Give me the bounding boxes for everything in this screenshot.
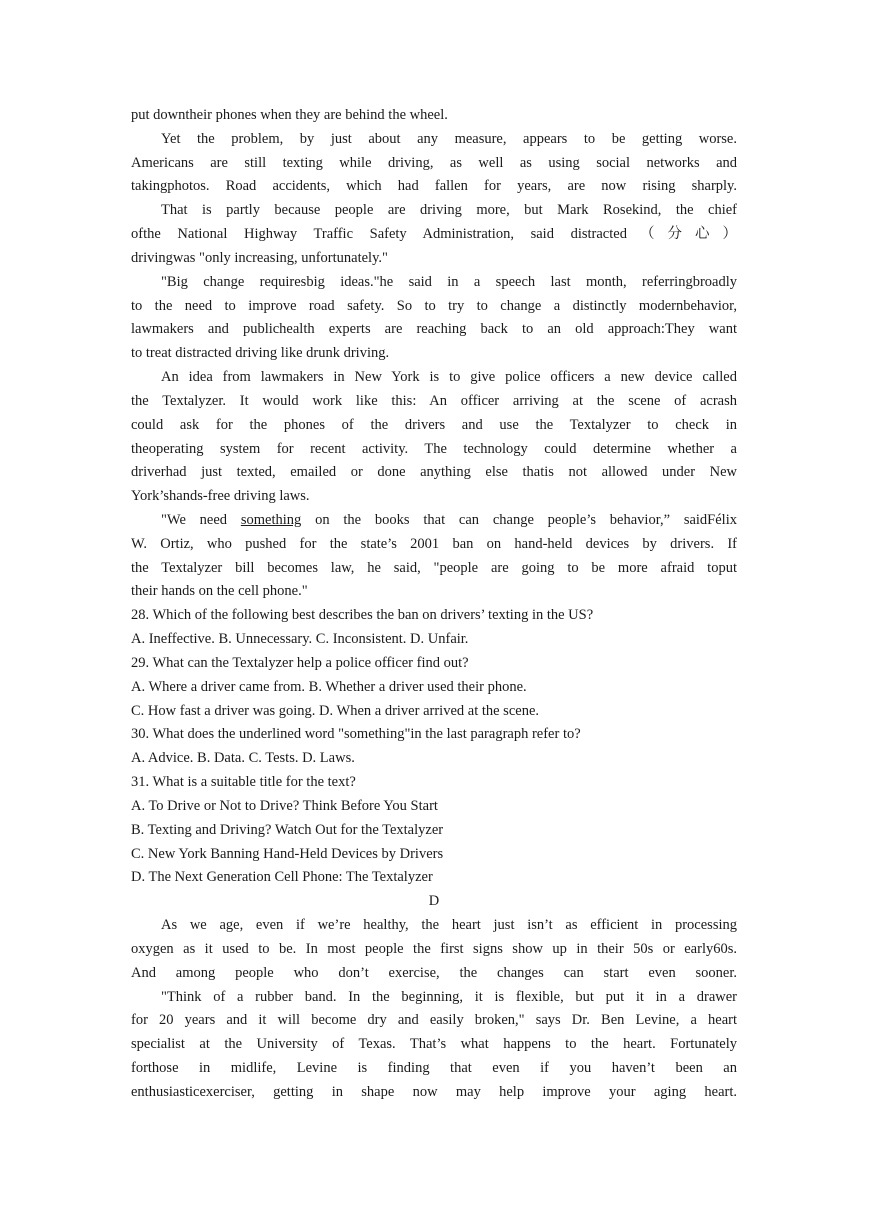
question-31-option-a: A. To Drive or Not to Drive? Think Before You Start [131,798,438,814]
question-31-option-d: D. The Next Generation Cell Phone: The Textalyzer [131,869,433,885]
passage-line: As we age, even if we’re healthy, the heart just isn’t as efficient in processing [161,917,737,933]
passage-line: put downtheir phones when they are behind the wheel. [131,107,448,123]
passage-line: takingphotos. Road accidents, which had fallen for years, are now rising sharply. [131,178,737,194]
quote-rest: on the books that can change people’s behavior,” saidFélix [301,512,737,528]
question-29-options-ab: A. Where a driver came from. B. Whether a driver used their phone. [131,679,527,695]
passage-line: That is partly because people are driving more, but Mark Rosekind, the chief [161,202,737,218]
passage-line: enthusiasticexerciser, getting in shape now may help improve your aging heart. [131,1084,737,1100]
passage-line: "Big change requiresbig ideas."he said in a speech last month, referringbroadly [161,274,737,290]
passage-line: lawmakers and publichealth experts are reaching back to an old approach:They want [131,321,737,337]
passage-line: Yet the problem, by just about any measure, appears to be getting worse. [161,131,737,147]
passage-line: oxygen as it used to be. In most people the first signs show up in their 50s or early60s. [131,941,737,957]
passage-line: the Textalyzer bill becomes law, he said, "people are going to be more afraid toput [131,560,737,576]
question-29: 29. What can the Textalyzer help a police officer find out? [131,655,469,671]
passage-line: to treat distracted driving like drunk driving. [131,345,390,361]
passage-line: "Think of a rubber band. In the beginning, it is flexible, but put it in a drawer [161,989,737,1005]
passage-line: And among people who don’t exercise, the changes can start even sooner. [131,965,737,981]
passage-line: W. Ortiz, who pushed for the state’s 2001 ban on hand-held devices by drivers. If [131,536,737,552]
question-28-options: A. Ineffective. B. Unnecessary. C. Inconsistent. D. Unfair. [131,631,469,647]
passage-line: An idea from lawmakers in New York is to give police officers a new device called [161,369,737,385]
question-31-option-b: B. Texting and Driving? Watch Out for the Textalyzer [131,822,444,838]
passage-line: Americans are still texting while driving, as well as using social networks and [131,155,737,171]
question-30-options: A. Advice. B. Data. C. Tests. D. Laws. [131,750,355,766]
passage-line: drivingwas "only increasing, unfortunately." [131,250,388,266]
question-31: 31. What is a suitable title for the text? [131,774,356,790]
passage-line: for 20 years and it will become dry and easily broken," says Dr. Ben Levine, a heart [131,1012,737,1028]
passage-line: York’shands-free driving laws. [131,488,310,504]
passage-line: the Textalyzer. It would work like this: An officer arriving at the scene of acrash [131,393,737,409]
section-heading-d: D [428,893,440,909]
passage-line: forthose in midlife, Levine is finding that even if you haven’t been an [131,1060,737,1076]
question-28: 28. Which of the following best describes the ban on drivers’ texting in the US? [131,607,594,623]
underlined-word-something: something [240,512,302,528]
passage-line: to the need to improve road safety. So to try to change a distinctly modernbehavior, [131,298,737,314]
question-29-options-cd: C. How fast a driver was going. D. When a driver arrived at the scene. [131,703,540,719]
question-30: 30. What does the underlined word "something"in the last paragraph refer to? [131,726,581,742]
question-31-option-c: C. New York Banning Hand-Held Devices by Drivers [131,846,444,862]
passage-line: could ask for the phones of the drivers and use the Textalyzer to check in [131,417,737,433]
passage-line: ofthe National Highway Traffic Safety Administration, said distracted（分心） [131,226,737,242]
passage-line: their hands on the cell phone." [131,583,308,599]
passage-line: specialist at the University of Texas. That’s what happens to the heart. Fortunately [131,1036,737,1052]
passage-line: driverhad just texted, emailed or done anything else thatis not allowed under New [131,464,737,480]
quote-open: "We need [161,512,241,528]
passage-line [161,510,737,530]
passage-line: theoperating system for recent activity. The technology could determine whether a [131,441,737,457]
